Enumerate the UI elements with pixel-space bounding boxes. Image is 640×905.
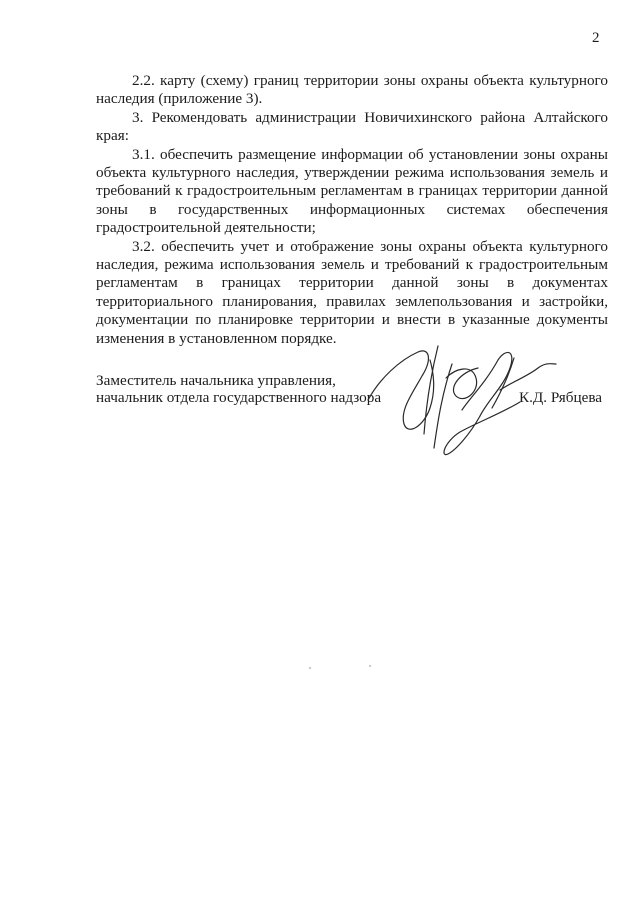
scan-speck-marks	[300, 660, 380, 672]
handwritten-signature-icon	[360, 338, 560, 458]
signer-title-line-2: начальник отдела государственного надзора	[96, 389, 382, 406]
signer-title-line-1: Заместитель начальника управления,	[96, 372, 336, 389]
signer-name: К.Д. Рябцева	[519, 389, 603, 406]
paragraph-3-2: 3.2. обеспечить учет и отображение зоны охраны объекта культурного наследия, режима использования земель и требований к градостроительным регламентам в границах территории данной зоны в документах территориального планирования, правилах землепользования и застройки, документации по планировке территории и внести в указанные документы изменения в установленном порядке.	[96, 237, 608, 347]
paragraph-3: 3. Рекомендовать администрации Новичихинского района Алтайского края:	[96, 108, 608, 145]
paragraph-3-1: 3.1. обеспечить размещение информации об установлении зоны охраны объекта культурного наследия, утверждении режима использования земель и требований к градостроительным регламентам в границах территории данной зоны в государственных информационных системах обеспечения градостроительной деятельности;	[96, 145, 608, 237]
paragraph-2-2: 2.2. карту (схему) границ территории зоны охраны объекта культурного наследия (приложение 3).	[96, 72, 608, 108]
page-number: 2	[592, 30, 600, 46]
document-body	[96, 72, 608, 348]
